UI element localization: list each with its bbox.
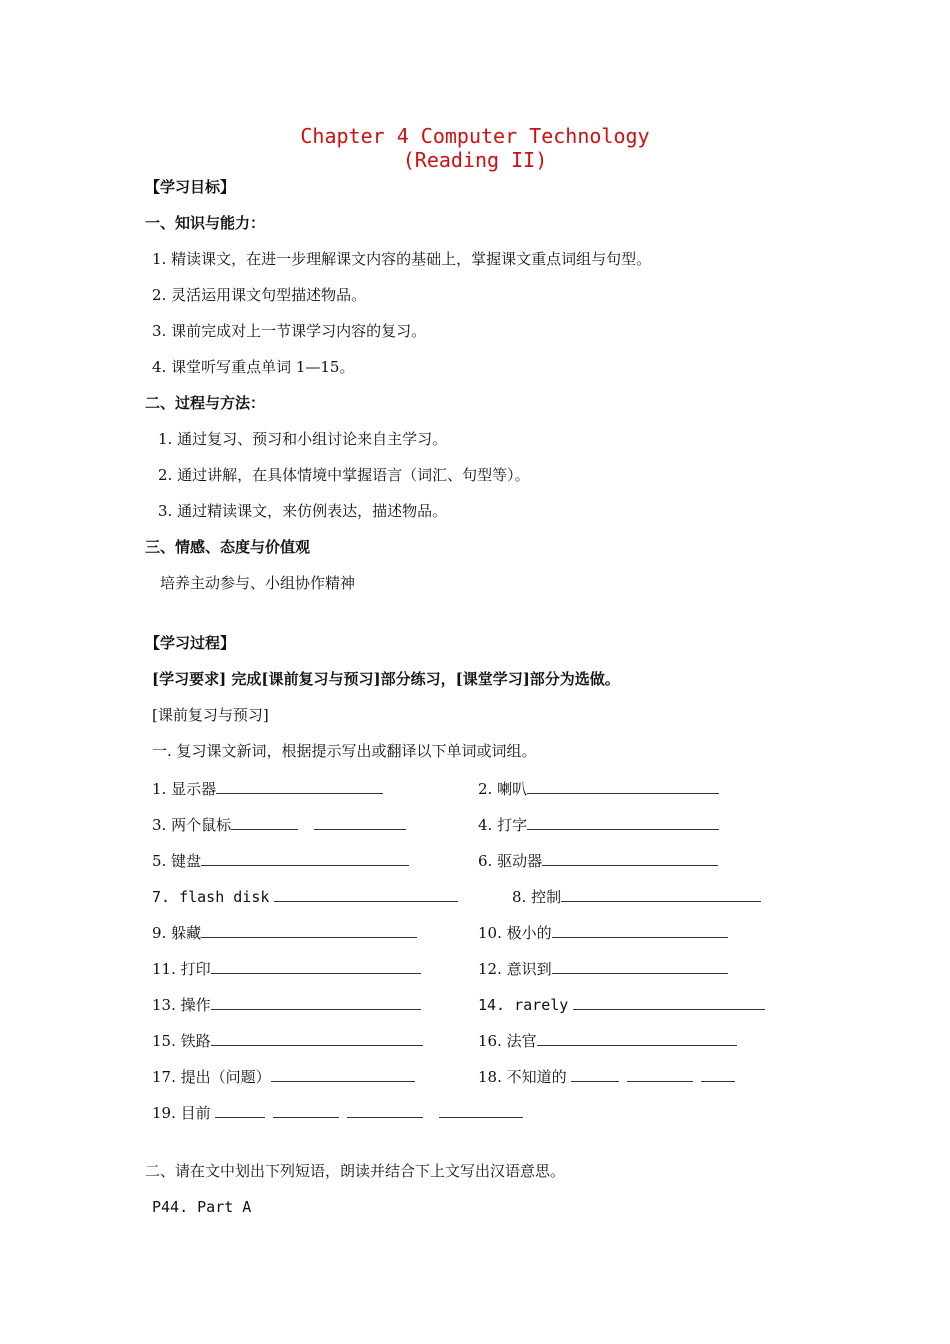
answer-blank[interactable] — [211, 993, 421, 1010]
title-line-2: (Reading II) — [402, 148, 548, 172]
vocab-item: 16. 法官 — [478, 1029, 737, 1051]
answer-blank[interactable] — [552, 921, 728, 938]
answer-blank[interactable] — [527, 813, 719, 830]
knowledge-item-2: 2. 灵活运用课文句型描述物品。 — [152, 286, 367, 304]
answer-blank[interactable] — [552, 957, 728, 974]
answer-blank[interactable] — [561, 885, 761, 902]
answer-blank[interactable] — [537, 1029, 737, 1046]
vocab-item: 11. 打印 — [152, 957, 421, 979]
answer-blank[interactable] — [627, 1065, 693, 1082]
task-1-instruction: 一. 复习课文新词，根据提示写出或翻译以下单词或词组。 — [152, 742, 537, 760]
vocab-item: 15. 铁路 — [152, 1029, 423, 1051]
answer-blank[interactable] — [201, 921, 417, 938]
answer-blank[interactable] — [571, 1065, 619, 1082]
vocab-item: 17. 提出（问题） — [152, 1065, 415, 1087]
process-item-2: 2. 通过讲解，在具体情境中掌握语言（词汇、句型等）。 — [158, 466, 530, 484]
process-item-3: 3. 通过精读课文，来仿例表达，描述物品。 — [158, 502, 448, 520]
process-heading: 二、过程与方法： — [145, 394, 266, 412]
knowledge-item-4: 4. 课堂听写重点单词 1—15。 — [152, 358, 355, 376]
answer-blank[interactable] — [573, 993, 765, 1010]
vocab-item: 9. 躲藏 — [152, 921, 417, 943]
answer-blank[interactable] — [271, 1065, 415, 1082]
process-item-1: 1. 通过复习、预习和小组讨论来自主学习。 — [158, 430, 448, 448]
emotion-heading: 三、情感、态度与价值观 — [145, 538, 311, 556]
knowledge-item-3: 3. 课前完成对上一节课学习内容的复习。 — [152, 322, 427, 340]
answer-blank[interactable] — [527, 777, 719, 794]
learning-requirement: [学习要求] 完成[课前复习与预习]部分练习，[课堂学习]部分为选做。 — [152, 670, 620, 688]
vocab-item: 1. 显示器 — [152, 777, 383, 799]
preview-heading: [课前复习与预习] — [152, 706, 269, 724]
answer-blank[interactable] — [231, 813, 298, 830]
vocab-item: 10. 极小的 — [478, 921, 728, 943]
answer-blank[interactable] — [347, 1101, 423, 1118]
vocab-item: 3. 两个鼠标 — [152, 813, 406, 835]
knowledge-heading: 一、知识与能力： — [145, 214, 266, 232]
answer-blank[interactable] — [542, 849, 718, 866]
answer-blank[interactable] — [274, 885, 458, 902]
vocab-item: 19. 目前 — [152, 1101, 523, 1123]
answer-blank[interactable] — [314, 813, 406, 830]
answer-blank[interactable] — [201, 849, 409, 866]
vocab-item: 7. flash disk — [152, 885, 458, 907]
vocab-item: 6. 驱动器 — [478, 849, 718, 871]
vocab-item: 8. 控制 — [512, 885, 761, 907]
answer-blank[interactable] — [273, 1101, 339, 1118]
vocab-item: 18. 不知道的 — [478, 1065, 735, 1087]
answer-blank[interactable] — [211, 957, 421, 974]
part-label: P44. Part A — [152, 1198, 252, 1216]
answer-blank[interactable] — [215, 1101, 265, 1118]
answer-blank[interactable] — [439, 1101, 523, 1118]
title-line-1: Chapter 4 Computer Technology — [300, 124, 650, 148]
vocab-item: 14. rarely — [478, 993, 765, 1015]
vocab-item: 13. 操作 — [152, 993, 421, 1015]
answer-blank[interactable] — [211, 1029, 423, 1046]
task-2-instruction: 二、请在文中划出下列短语，朗读并结合下上文写出汉语意思。 — [145, 1162, 566, 1180]
vocab-item: 4. 打字 — [478, 813, 719, 835]
emotion-text: 培养主动参与、小组协作精神 — [160, 574, 356, 592]
answer-blank[interactable] — [701, 1065, 735, 1082]
objectives-heading: 【学习目标】 — [145, 178, 236, 196]
vocab-item: 2. 喇叭 — [478, 777, 719, 799]
learning-heading: 【学习过程】 — [145, 634, 236, 652]
knowledge-item-1: 1. 精读课文，在进一步理解课文内容的基础上，掌握课文重点词组与句型。 — [152, 250, 652, 268]
answer-blank[interactable] — [216, 777, 383, 794]
vocab-item: 5. 键盘 — [152, 849, 409, 871]
vocab-item: 12. 意识到 — [478, 957, 728, 979]
